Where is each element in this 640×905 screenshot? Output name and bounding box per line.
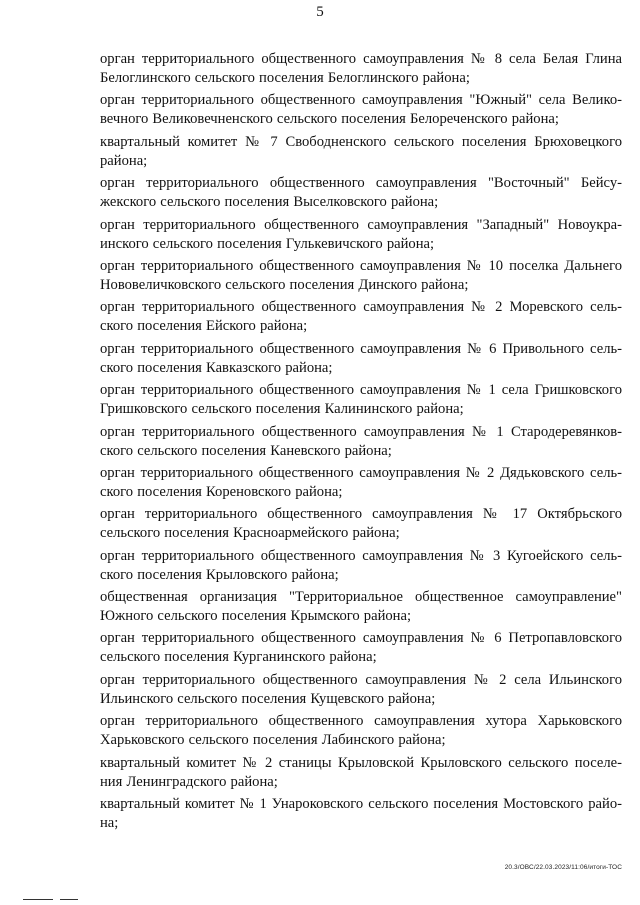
item-text-line-2: сельского поселения Красноармейского района; bbox=[100, 525, 400, 542]
list-item bbox=[100, 340, 622, 378]
page-number: 5 bbox=[316, 4, 324, 20]
list-item bbox=[100, 50, 622, 88]
list-item bbox=[100, 91, 622, 129]
item-text-line-2: жекского сельского поселения Выселковского района; bbox=[100, 194, 439, 211]
list-item bbox=[100, 505, 622, 543]
item-text-line-1: квартальный комитет № 7 Свободненского сельского поселения Брюховецкого bbox=[100, 133, 622, 150]
item-text-line-1: орган территориального общественного самоуправления № 10 поселка Дальнего bbox=[100, 257, 622, 274]
item-text-line-1: орган территориального общественного самоуправления № 2 Моревского сель- bbox=[100, 299, 622, 316]
item-text-line-2: ского поселения Крыловского района; bbox=[100, 566, 339, 583]
item-text-line-1: орган территориального общественного самоуправления хутора Харьковского bbox=[100, 713, 622, 730]
list-item bbox=[100, 464, 622, 502]
item-text-line-1: орган территориального общественного самоуправления "Южный" села Велико- bbox=[100, 92, 622, 109]
item-text-line-1: квартальный комитет № 1 Унароковского сельского поселения Мостовского райо- bbox=[100, 796, 622, 813]
document-footer-code: 20.3/ОВС/22.03.2023/11:06/итоги-ТОС bbox=[504, 864, 622, 871]
item-text-line-1: орган территориального общественного самоуправления № 2 Дядьковского сель- bbox=[100, 464, 622, 481]
organization-list bbox=[100, 50, 622, 836]
item-text-line-1: орган территориального общественного самоуправления № 2 села Ильинского bbox=[100, 671, 622, 688]
item-text-line-2: ского поселения Ейского района; bbox=[100, 318, 308, 335]
item-text-line-1: орган территориального общественного самоуправления "Западный" Новоукра- bbox=[100, 216, 622, 233]
item-text-line-1: орган территориального общественного самоуправления № 6 Петропавловского bbox=[100, 630, 622, 647]
list-item bbox=[100, 298, 622, 336]
item-text-line-2: Южного сельского поселения Крымского района; bbox=[100, 608, 412, 625]
item-text-line-2: Нововеличковского сельского поселения Динского района; bbox=[100, 276, 469, 293]
item-text-line-1: орган территориального общественного самоуправления № 6 Привольного сель- bbox=[100, 340, 622, 357]
bottom-divider bbox=[60, 899, 78, 900]
item-text-line-1: орган территориального общественного самоуправления № 8 села Белая Глина bbox=[100, 51, 622, 67]
list-item bbox=[100, 216, 622, 254]
item-text-line-2: инского сельского поселения Гулькевичского района; bbox=[100, 235, 435, 252]
list-item bbox=[100, 257, 622, 295]
list-item bbox=[100, 133, 622, 171]
item-text-line-1: общественная организация "Территориальное общественное самоуправление" bbox=[100, 589, 622, 606]
item-text-line-2: ского поселения Кореновского района; bbox=[100, 483, 343, 500]
item-text-line-2: Харьковского сельского поселения Лабинского района; bbox=[100, 732, 446, 749]
item-text-line-1: орган территориального общественного самоуправления № 1 села Гришковского bbox=[100, 382, 622, 399]
item-text-line-1: орган территориального общественного самоуправления "Восточный" Бейсу- bbox=[100, 175, 622, 192]
item-text-line-2: ского поселения Кавказского района; bbox=[100, 359, 333, 376]
item-text-line-2: Гришковского сельского поселения Калининского района; bbox=[100, 401, 464, 418]
list-item bbox=[100, 629, 622, 667]
item-text-line-2: района; bbox=[100, 152, 148, 169]
item-text-line-1: квартальный комитет № 2 станицы Крыловской Крыловского сельского поселе- bbox=[100, 754, 622, 771]
list-item bbox=[100, 671, 622, 709]
list-item bbox=[100, 423, 622, 461]
bottom-divider bbox=[23, 899, 53, 900]
item-text-line-2: Белоглинского сельского поселения Белоглинского района; bbox=[100, 70, 470, 86]
list-item bbox=[100, 754, 622, 792]
list-item bbox=[100, 547, 622, 585]
item-text-line-1: орган территориального общественного самоуправления № 17 Октябрьского bbox=[100, 506, 622, 523]
item-text-line-2: Ильинского сельского поселения Кущевского района; bbox=[100, 690, 436, 707]
list-item bbox=[100, 381, 622, 419]
item-text-line-1: орган территориального общественного самоуправления № 3 Кугоейского сель- bbox=[100, 547, 622, 564]
list-item bbox=[100, 795, 622, 833]
item-text-line-2: ского сельского поселения Каневского района; bbox=[100, 442, 392, 459]
item-text-line-2: сельского поселения Курганинского района; bbox=[100, 649, 377, 666]
list-item bbox=[100, 588, 622, 626]
list-item bbox=[100, 712, 622, 750]
item-text-line-2: вечного Великовечненского сельского поселения Белореченского района; bbox=[100, 111, 559, 128]
item-text-line-2: на; bbox=[100, 815, 119, 832]
item-text-line-1: орган территориального общественного самоуправления № 1 Стародеревянков- bbox=[100, 423, 622, 440]
item-text-line-2: ния Ленинградского района; bbox=[100, 773, 278, 790]
list-item bbox=[100, 174, 622, 212]
